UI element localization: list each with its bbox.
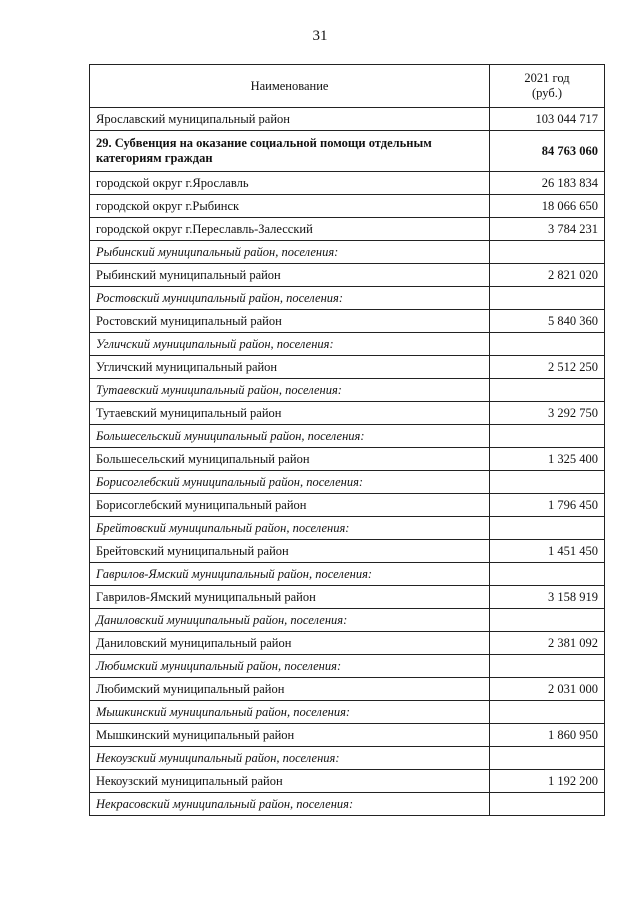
row-value [490,793,605,816]
section-header-row [90,517,605,540]
row-value: 2 821 020 [490,264,605,287]
row-name: Ростовский муниципальный район, поселения: [90,287,490,310]
row-name: Некоузский муниципальный район, поселения: [90,747,490,770]
row-name: Большесельский муниципальный район [90,448,490,471]
table-row [90,195,605,218]
header-year-unit: (руб.) [532,86,562,100]
section-header-row [90,609,605,632]
budget-table [89,64,605,816]
section-header-row [90,379,605,402]
row-value [490,379,605,402]
table-row [90,770,605,793]
row-name: Гаврилов-Ямский муниципальный район, поселения: [90,563,490,586]
row-value [490,241,605,264]
page-number: 31 [312,28,328,44]
row-value: 3 292 750 [490,402,605,425]
section-header-row [90,747,605,770]
row-name: Мышкинский муниципальный район [90,724,490,747]
row-value [490,701,605,724]
section-header-row [90,563,605,586]
section-header-row [90,793,605,816]
row-name: Даниловский муниципальный район [90,632,490,655]
row-value: 2 512 250 [490,356,605,379]
section-header-row [90,287,605,310]
header-year-label: 2021 год [524,71,570,85]
row-name: городской округ г.Ярославль [90,172,490,195]
section-header-row [90,701,605,724]
row-value [490,655,605,678]
row-name: Некрасовский муниципальный район, поселения: [90,793,490,816]
row-value: 18 066 650 [490,195,605,218]
row-name: Ярославский муниципальный район [90,108,490,131]
table-row [90,494,605,517]
row-name: Рыбинский муниципальный район, поселения: [90,241,490,264]
row-value: 26 183 834 [490,172,605,195]
table-row [90,172,605,195]
table-row [90,310,605,333]
section-header-row [90,333,605,356]
row-name: Угличский муниципальный район [90,356,490,379]
row-name: 29. Субвенция на оказание социальной помощи отдельным категориям граждан [90,131,490,172]
row-name: Угличский муниципальный район, поселения: [90,333,490,356]
table-row [90,678,605,701]
row-value: 84 763 060 [490,131,605,172]
row-name: городской округ г.Переславль-Залесский [90,218,490,241]
section-header-row [90,241,605,264]
row-name: Борисоглебский муниципальный район, поселения: [90,471,490,494]
section-header-row [90,471,605,494]
row-name: Большесельский муниципальный район, поселения: [90,425,490,448]
table-row [90,540,605,563]
row-name: Некоузский муниципальный район [90,770,490,793]
row-value [490,425,605,448]
row-name: Ростовский муниципальный район [90,310,490,333]
row-value [490,333,605,356]
row-name: Мышкинский муниципальный район, поселения: [90,701,490,724]
table-row [90,724,605,747]
table-row [90,108,605,131]
row-name: Любимский муниципальный район [90,678,490,701]
row-value [490,747,605,770]
row-name: Борисоглебский муниципальный район [90,494,490,517]
row-value: 5 840 360 [490,310,605,333]
row-name: Рыбинский муниципальный район [90,264,490,287]
row-name: городской округ г.Рыбинск [90,195,490,218]
section-header-row [90,425,605,448]
table-row [90,632,605,655]
row-name: Даниловский муниципальный район, поселения: [90,609,490,632]
row-value: 2 031 000 [490,678,605,701]
row-value: 1 451 450 [490,540,605,563]
row-value: 1 796 450 [490,494,605,517]
row-value: 3 784 231 [490,218,605,241]
row-value: 1 192 200 [490,770,605,793]
table-row [90,586,605,609]
row-value: 1 860 950 [490,724,605,747]
table-row [90,264,605,287]
row-name: Гаврилов-Ямский муниципальный район [90,586,490,609]
row-value [490,517,605,540]
row-value [490,471,605,494]
row-name: Брейтовский муниципальный район [90,540,490,563]
table-row [90,402,605,425]
row-name: Любимский муниципальный район, поселения: [90,655,490,678]
row-name: Тутаевский муниципальный район, поселения: [90,379,490,402]
row-name: Брейтовский муниципальный район, поселения: [90,517,490,540]
table-row [90,448,605,471]
row-value [490,609,605,632]
row-name: Тутаевский муниципальный район [90,402,490,425]
row-value [490,563,605,586]
row-value [490,287,605,310]
table-header-row [90,65,605,108]
header-name: Наименование [90,65,490,108]
row-value: 103 044 717 [490,108,605,131]
header-year [490,65,605,108]
table-row [90,218,605,241]
table-body [90,108,605,816]
subsidy-total-row [90,131,605,172]
row-value: 3 158 919 [490,586,605,609]
section-header-row [90,655,605,678]
row-value: 1 325 400 [490,448,605,471]
table-row [90,356,605,379]
row-value: 2 381 092 [490,632,605,655]
